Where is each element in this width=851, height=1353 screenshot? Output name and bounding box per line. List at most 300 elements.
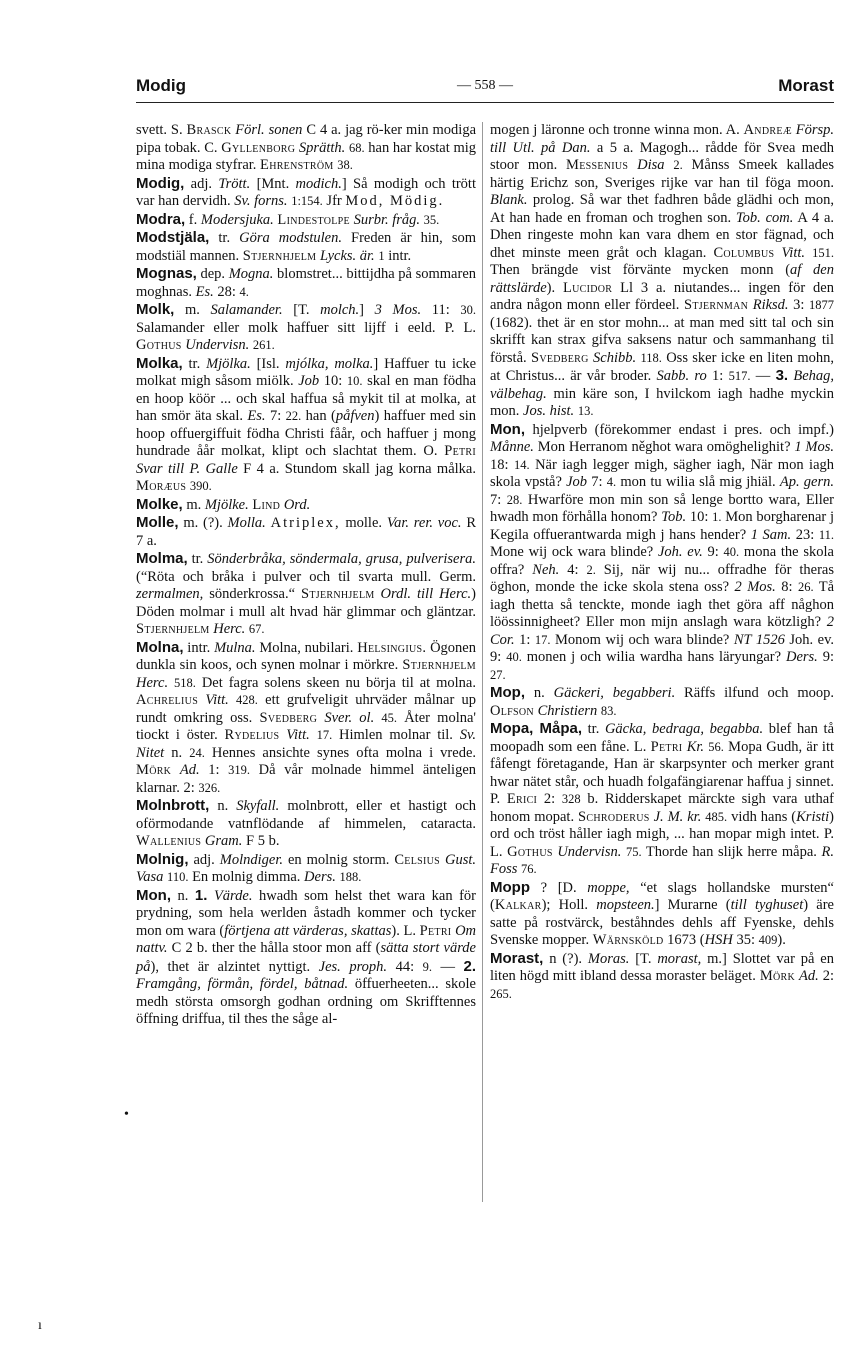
entry-text: Disa [637, 157, 665, 173]
entry-text: Petri [444, 443, 476, 459]
entry-text: 10: [319, 373, 347, 389]
entry-text: 40. [723, 545, 740, 559]
entry-text: Behag, välbehag. [490, 368, 835, 402]
entry-text: Es. [247, 408, 266, 424]
entry-text: intr. [183, 639, 215, 656]
entry-text: 1 Sam. [750, 526, 792, 543]
entry-text: hwadh som helst thet wara kan för prydning, som hela werlden åstadh kommer och tycker mon om wara ( [136, 887, 477, 939]
dictionary-entry [136, 122, 476, 175]
entry-text: Svar till P. Galle [136, 460, 238, 477]
entry-text: [T. [629, 950, 658, 967]
dictionary-entry [136, 175, 476, 211]
entry-text: (1682). thet är en stor mohn... at man med sitt tal och sin skrifft kan strax gifva saksens natur och sammanhang til förstå. [490, 314, 834, 366]
entry-text: Joh. ev. 9: [490, 631, 835, 665]
entry-text: 26. [797, 580, 814, 594]
entry-text [171, 762, 180, 778]
headword: 2. [463, 957, 477, 975]
headword: Mopp [490, 878, 530, 896]
entry-text: Undervisn. [185, 337, 250, 353]
entry-text: sätta stort värde på [136, 940, 476, 975]
entry-text: Monom wij och wara blinde? [550, 631, 734, 648]
entry-text: Stjernhjelm [136, 621, 210, 637]
entry-text: 409 [758, 933, 778, 947]
entry-text: m.] Slottet var på en liten högd mitt ibland dessa moraster beläget. [490, 950, 834, 984]
entry-text: Ap. gern. [779, 474, 835, 490]
headword: Molle, [136, 514, 179, 531]
entry-text: Mörk [136, 762, 172, 778]
entry-text: min käre son, I hvilckom iagh hadhe myckin mon. [490, 385, 834, 419]
entry-text: 56. [708, 739, 724, 754]
entry-text: intr. [384, 247, 412, 264]
entry-text: 17. [316, 728, 333, 742]
entry-text: Hwarföre mon min son så lenge bortto wara, Eller hwadh mon förhålla honom? [490, 491, 834, 525]
headword: Mop, [490, 684, 525, 701]
entry-text: sönderkrossa.“ [203, 586, 301, 602]
entry-text: n. [525, 685, 554, 701]
header-last-headword: Morast [778, 76, 834, 95]
entry-text: 10: [686, 509, 713, 525]
entry-text: n (?). [543, 950, 588, 967]
entry-text: prolog. Så war thet fadhren både glädhi och mon, At han hade en froman och troghen son. [490, 192, 834, 226]
entry-text: F 5 b. [242, 833, 280, 849]
headword: Modig, [136, 174, 185, 192]
entry-text: 44: [387, 958, 423, 975]
entry-text: 7: [490, 491, 507, 508]
entry-text: monen j och wilia wardha hans läryungar? [521, 649, 786, 665]
entry-text: 10. [346, 374, 363, 388]
entry-text: m. [182, 496, 205, 513]
entry-text: Gust. Vasa [136, 851, 476, 885]
entry-text: ] Murarne ( [654, 897, 731, 913]
entry-text: 8: [775, 579, 798, 595]
dictionary-entry [490, 684, 834, 720]
entry-text: Mjölka. [206, 355, 251, 372]
entry-text: Månss Smeek kallades härtig Erichz son, Sveriges rijke var han til föga moon. [490, 157, 834, 191]
entry-text: En molnig dimma. [188, 869, 305, 885]
headword: 1. [194, 886, 208, 904]
entry-text: molch. [320, 302, 360, 318]
entry-text: Blank. [490, 192, 528, 208]
entry-text: 1877 [809, 298, 835, 312]
entry-text: Mon Herranom něghot wara omöghelighit? [533, 439, 795, 455]
entry-text: [Mnt. [250, 175, 296, 192]
entry-text: Molna, nubilari. [255, 639, 358, 656]
entry-text: 9: [817, 649, 835, 665]
entry-text: Om nattv. [136, 922, 477, 956]
entry-text: Gram. [204, 833, 243, 849]
headword: Modra, [136, 210, 186, 228]
entry-text: J. M. kr. [653, 808, 702, 825]
entry-text: Moras. [587, 950, 630, 967]
entry-text: Moræus [136, 478, 187, 494]
entry-text: Himlen molnar til. [332, 727, 460, 743]
entry-text: 7: [587, 474, 607, 490]
entry-text: Lindestolpe [277, 211, 350, 228]
entry-text: Månne. [490, 439, 534, 455]
headword: Molnbrott, [136, 797, 210, 814]
entry-text: 40. [506, 650, 522, 664]
entry-text: tr. [187, 551, 208, 567]
entry-text: mjólka, molka. [285, 355, 374, 372]
entry-text: tr. [209, 230, 240, 246]
entry-text: 4. [239, 284, 249, 299]
entry-text: Modersjuka. [200, 211, 274, 228]
entry-text: Thorde han slijk herre måpa. [641, 843, 822, 860]
header-rule [136, 102, 834, 103]
entry-text: 326. [198, 780, 221, 795]
entry-text: Framgång, förmån, fördel, båtnad. [136, 976, 349, 992]
entry-text: Mopa Gudh, är itt fåfengt företagande, Han är skarpsynter och merker grant hwar nätet står, och huadh folgafängiarenar haffua j sinnet. P. [490, 738, 834, 807]
entry-text: ) ord och tröst håller iagh migh, ... han mopar migh intet. P. L. [490, 808, 835, 860]
entry-text: A 4 a. Dhen ringeste mohn kan vara dhem en stor fägnad, och dhet minste meen gråt och klagan. [490, 209, 835, 261]
headword: Modstjäla, [136, 229, 210, 246]
entry-text: Sönderbråka, söndermala, grusa, pulverisera. [207, 551, 476, 567]
entry-text: 11: [421, 302, 461, 318]
entry-text: Mone wij ock wara blinde? [490, 544, 658, 560]
headword: Morast, [490, 949, 544, 967]
entry-text: b. Ridderskapet märckte sigh vara uthaf honom mopat. [490, 791, 834, 825]
entry-text: 1673 ( [663, 932, 705, 948]
entry-text: Neh. [532, 561, 560, 578]
headword: Mon, [490, 420, 525, 438]
entry-text: Mon borgharenar j Kegila offuerantwarda migh j hans hender? [490, 509, 834, 543]
entry-text: Lucidor [562, 279, 613, 296]
headword: Molna, [136, 638, 184, 656]
entry-text: Kristi [796, 808, 830, 825]
page-header [136, 72, 834, 102]
entry-text: Undervisn. [557, 843, 622, 860]
entry-text: Gothus [136, 337, 182, 353]
entry-text: Erici [506, 791, 538, 807]
entry-text: 428. [236, 693, 258, 707]
entry-text: Freden är hin, som modstiäl mannen. [136, 230, 476, 264]
header-first-headword: Modig [136, 76, 187, 95]
entry-text: ); Holl. [541, 897, 597, 913]
entry-text: Atriplex, [270, 515, 341, 531]
entry-text: 24. [189, 745, 205, 760]
entry-text: Vitt. [205, 692, 229, 708]
entry-text: 18: [490, 456, 514, 473]
entry-text: 9: [702, 544, 724, 560]
entry-text: Sv. Nitet [136, 727, 477, 761]
right-column [490, 122, 834, 1003]
entry-text: Ehrenström [260, 157, 334, 173]
entry-text: 76. [521, 862, 537, 876]
headword: Molnig, [136, 850, 189, 868]
dictionary-entry [136, 229, 476, 265]
entry-text: Stjernhjelm [402, 657, 476, 673]
entry-text: tr. [182, 355, 207, 372]
entry-text: Ögonen dunkla sin koos, och synen molnar i mörkre. [136, 639, 476, 673]
entry-text: Sver. ol. [324, 709, 375, 726]
dictionary-entry [136, 797, 476, 851]
entry-text: m. [174, 302, 211, 318]
dictionary-entry [136, 639, 476, 798]
entry-text: molle. [340, 515, 387, 531]
dictionary-entry [136, 550, 476, 639]
entry-text: ] Haffuer tu icke molkat migh såsom miölk. [136, 355, 476, 389]
entry-text: Ord. [283, 496, 311, 513]
entry-text: Var. rer. voc. [386, 515, 462, 531]
entry-text: Ders. [304, 869, 336, 885]
entry-text: Job [298, 373, 320, 389]
entry-text: 67. [248, 622, 265, 636]
entry-text: 328 [561, 792, 581, 806]
entry-text: Brasck [186, 122, 232, 138]
entry-text: Wallenius [136, 833, 202, 849]
entry-text: ett grufveligit uhrväder målnar up rundt omkring oss. [136, 692, 477, 726]
entry-text: 1. [712, 510, 722, 524]
entry-text: mona the skola offra? [490, 544, 834, 578]
entry-text: Då vår molnade himmel änteligen klarnar. 2: [136, 762, 477, 796]
dictionary-entry [490, 950, 834, 1004]
entry-text: Jfr [322, 193, 346, 209]
entry-text: 319. [228, 763, 251, 777]
entry-text: Andreæ [743, 122, 792, 138]
entry-text: Olfson [490, 702, 534, 719]
entry-text: Rydelius [224, 727, 280, 743]
entry-text: ), thet är alzintet nyttigt. [150, 958, 319, 975]
entry-text: af den rättslärde [490, 262, 834, 296]
entry-text: skal en man födha en hoop köör ... och skal haffua så mykit til at molka, at han smör äta skal. [136, 373, 476, 424]
entry-text: 1 Mos. [794, 439, 834, 455]
entry-text: Salamander eller molk haffuer sitt lijff i eeld. P. L. [136, 319, 476, 336]
entry-text: f. [185, 211, 201, 228]
entry-text: öffuerheeten... skole medh största omsorgh godhan ordning om Skrifftennes öffning driffua, til thes the såge al- [136, 976, 476, 1027]
entry-text: Messenius [566, 157, 629, 173]
entry-text: Stjernhjelm [242, 247, 317, 264]
entry-text: a 5 a. Magogh... rådde för Svea medh stoor mon. [490, 139, 834, 173]
entry-text: När iagh legger migh, sägher iagh, När mon iagh skola vpstå? [490, 456, 835, 490]
entry-text: m. (?). [178, 515, 228, 531]
entry-text: 13. [577, 404, 594, 418]
entry-text: 151. [812, 245, 834, 260]
headword: Molk, [136, 301, 175, 318]
entry-text: Lind [252, 496, 281, 513]
entry-text: 1: [514, 631, 535, 648]
entry-text: ? [D. [529, 879, 588, 896]
entry-text: påfven [335, 408, 375, 424]
entry-text: Ll 3 a. niutandes... ingen för den andra någon monn eller fördeel. [490, 279, 834, 313]
entry-text: Skyfall. [236, 798, 280, 814]
entry-text: Stjernman [684, 297, 749, 313]
entry-text: C 2 b. ther the hålla stoor mon aff ( [167, 940, 381, 956]
entry-text: moppe, [587, 879, 630, 896]
dictionary-entry [490, 122, 834, 421]
entry-text: adj. [184, 175, 219, 192]
entry-text [774, 245, 781, 261]
dictionary-entry [136, 496, 476, 515]
entry-text: förtjena att värderas, skattas [224, 922, 392, 939]
dictionary-entry [136, 887, 476, 1029]
headword: Molma, [136, 550, 188, 567]
entry-text: 390. [189, 479, 212, 493]
entry-text: Mod, Mödig. [345, 193, 445, 209]
entry-text: 11. [818, 527, 835, 542]
dictionary-entry [136, 851, 476, 887]
entry-text: Jes. proph. [318, 958, 388, 975]
entry-text: vidh hans ( [727, 808, 797, 825]
entry-text: Kalkar [494, 897, 542, 913]
entry-text: (“Röta och bråka i pulver och til svarta mull. Germ. [136, 568, 476, 585]
entry-text: 68. [348, 140, 365, 155]
entry-text: 17. [534, 632, 551, 647]
entry-text: till tyghuset [730, 897, 804, 913]
dictionary-entry [136, 514, 476, 550]
entry-text: 2. [673, 158, 683, 172]
entry-text: Mulna. [214, 639, 256, 656]
entry-text: hjelpverb (förekommer endast i pres. och impf.) [525, 421, 834, 438]
entry-text: Helsingius. [357, 639, 427, 656]
entry-text: 118. [640, 350, 662, 365]
entry-text: han har kostat mig mina modiga styfrar. [136, 139, 476, 173]
entry-text: Jos. hist. [523, 403, 575, 419]
entry-text: Achrelius [136, 692, 199, 708]
entry-text: ). [777, 932, 786, 948]
entry-text: F 4 a. Stundom skall jag korna målka. [237, 460, 476, 477]
entry-text: mon tu wilia slå mig jhiäl. [616, 474, 780, 490]
entry-text: Svedberg [259, 709, 318, 726]
entry-text: Oss sker icke en liten mohn, at Christus... är vår broder. [490, 349, 835, 384]
entry-text: Sv. forns. [234, 193, 288, 209]
entry-text: svett. S. [136, 122, 187, 138]
entry-text: Salamander. [210, 302, 283, 318]
entry-text: R 7 a. [136, 515, 477, 549]
entry-text: — [750, 368, 776, 384]
entry-text: Herc. [136, 674, 169, 691]
entry-text: Then brängde vist förvänte mycken monn ( [490, 262, 791, 278]
entry-text: Es. [195, 283, 214, 300]
entry-text: R. Foss [490, 843, 835, 877]
entry-text: 1 [378, 248, 385, 263]
entry-text: Mörk [759, 968, 796, 984]
entry-text: ) äre satte på rostvärck, beståhndes dehls aff Fyenske, dehls Svenske mopper. [490, 897, 834, 948]
entry-text: 4. [606, 475, 617, 489]
entry-text [310, 727, 317, 743]
entry-text: Värde. [213, 887, 253, 904]
entry-text: Tob. com. [735, 209, 794, 226]
entry-text: Tå iagh thetta så tenckte, monde iagh thet göra aff någhon löössinnigheet? Eller mon mijn anslagh wara kötzligh? [490, 579, 835, 630]
headword: Mopa, Måpa, [490, 720, 583, 737]
entry-text: 4: [559, 561, 587, 578]
entry-text: Hennes ansichte synes ofta molna i vrede. [204, 744, 477, 761]
entry-text: 1:154. [291, 194, 323, 208]
entry-text: ] [359, 302, 375, 318]
entry-text [628, 157, 637, 173]
entry-text: 2: [537, 791, 562, 807]
column-divider [482, 122, 483, 1202]
entry-text: modich. [295, 175, 342, 192]
entry-text: Joh. ev. [657, 544, 703, 560]
entry-text: Lycks. är. [319, 247, 375, 264]
dictionary-entry [136, 265, 476, 301]
entry-text: Sprätth. [298, 139, 346, 156]
entry-text: Christiern [537, 702, 598, 719]
entry-text: Petri [650, 738, 683, 755]
left-column [136, 122, 476, 1029]
entry-text: 35: [732, 932, 759, 948]
entry-text: ] Så modigh och trött var han dervidh. [136, 175, 476, 209]
entry-text: 45. [381, 710, 398, 725]
entry-text: Svedberg [530, 349, 589, 366]
dictionary-entry [490, 879, 834, 950]
entry-text: Gäckeri, begabberi. [553, 685, 676, 701]
entry-text: dep. [196, 266, 229, 282]
entry-text: 1: [199, 762, 229, 778]
entry-text: 485. [705, 809, 728, 824]
headword: 3. [775, 367, 789, 384]
entry-text: Columbus [713, 244, 775, 261]
entry-text: Förl. sonen [235, 122, 303, 138]
entry-text: 27. [490, 667, 506, 682]
entry-text: Ordl. till Herc. [380, 586, 472, 602]
entry-text: Sabb. ro [656, 368, 707, 384]
entry-text: 30. [460, 303, 476, 317]
entry-text: Försp. till Utl. på Dan. [490, 122, 835, 156]
headword: Mon, [136, 886, 171, 904]
entry-text: han ( [301, 408, 336, 424]
entry-text: Vitt. [286, 727, 310, 743]
entry-text: Stjernhjelm [300, 586, 375, 602]
entry-text: 35. [423, 212, 440, 227]
entry-text: NT 1526 [733, 631, 785, 648]
entry-text: tr. [582, 721, 605, 737]
entry-text: Gäcka, bedraga, begabba. [604, 721, 764, 737]
entry-text: n. [171, 887, 195, 904]
margin-tick-mark: ı [38, 1318, 42, 1333]
dictionary-entry [136, 355, 476, 496]
entry-text: 22. [285, 409, 302, 423]
entry-text: Trött. [218, 175, 251, 192]
entry-text: Åter molna' tiockt i öster. [136, 709, 477, 743]
entry-text [229, 692, 236, 708]
dictionary-entry [136, 211, 476, 230]
entry-text: 265. [490, 986, 512, 1001]
entry-text: ) haffuer med sin hoop offuergiffuit födha Christi fåår, och haffuer j mong hundrade åår molkat, klipt och slachtat them. O. [136, 408, 477, 459]
entry-text: HSH [704, 932, 733, 948]
entry-text: Gyllenborg [221, 139, 296, 156]
entry-text: Molndiger. [219, 851, 284, 868]
entry-text: Herc. [213, 621, 246, 637]
entry-text: molnbrott, eller et hastigt och oförmodande vatnflödande af himmelen, cataracta. [136, 798, 477, 832]
entry-text: Sij, när wij nu... offradhe för theras öghon, monde the icke skola stena oss? [490, 561, 834, 595]
entry-text: adj. [188, 851, 220, 868]
entry-text: [Isl. [250, 355, 286, 372]
entry-text: 261. [252, 338, 275, 352]
page-number: — 558 — [457, 78, 513, 93]
headword: Mognas, [136, 265, 197, 282]
margin-bullet-mark: • [124, 1107, 129, 1122]
entry-text: blef han tå moopadh som een fåne. L. [490, 721, 834, 755]
entry-text: zermalmen, [136, 586, 204, 602]
entry-text: Molla. [227, 515, 266, 531]
entry-text: C 4 a. jag rö-ker min modiga pipa tobak. C. [136, 122, 477, 156]
entry-text: Tob. [661, 509, 687, 525]
entry-text: Kr. [686, 738, 705, 755]
entry-text: en molnig storm. [283, 851, 395, 868]
entry-text: 28. [506, 492, 523, 507]
entry-text: 38. [337, 158, 353, 172]
entry-text: Räffs ilfund och moop. [675, 685, 835, 701]
entry-text: morast, [657, 950, 702, 967]
entry-text: ). [546, 279, 563, 296]
entry-text: 9. [422, 959, 432, 974]
entry-text: 28: [213, 283, 240, 300]
dictionary-entry [490, 421, 834, 685]
entry-text: Vitt. [781, 244, 806, 261]
entry-text: Det fagra solens skeen nu börja til at molna. [195, 674, 476, 691]
entry-text: 83. [600, 703, 617, 718]
